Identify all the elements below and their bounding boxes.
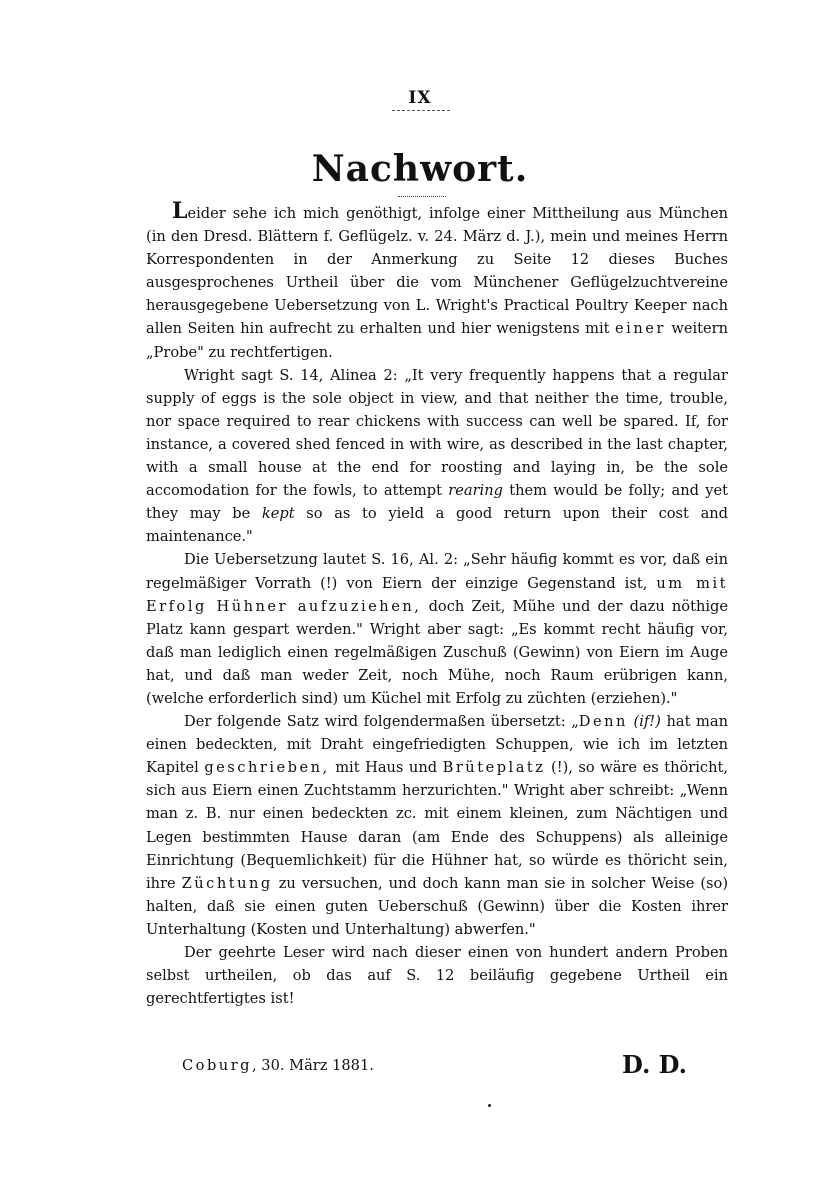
paragraph-2-text-a: Wright sagt S. 14, Alinea 2: „It very frequently happens that a regular supply of eggs is the sole object in view, and that neither the time, trouble, nor space required to rear chickens with success can well be spared. If, for instance, a covered shed fenced in with wire, as described in the last chapter, with a small house at the end for roosting and laying in, be the sole accomodation for the fowls, to attempt (146, 366, 728, 500)
paragraph-2-text-c: so as to yield a good return upon their cost and maintenance." (146, 505, 729, 546)
body-text (146, 198, 729, 1010)
paragraph-4-text-c: mit Haus und (335, 759, 438, 777)
paragraph-4-spaced-denn: Denn (578, 713, 628, 731)
paragraph-1-text: eider sehe ich mich genöthigt, infolge einer Mittheilung aus München (in den Dresd. Blättern f. Geflügelz. v. 24. März d. J.), mein und meines Herrn Korrespondenten in der Anmerkung zu Seite 12 dieses Buches ausgesprochenes Urtheil über die vom Münchener Geflügelzuchtvereine herausgegebene Uebersetzung von L. Wright's Practical Poultry Keeper nach allen Seiten hin aufrecht zu erhalten und hier wenigstens mit (146, 205, 728, 338)
paragraph-2-text-b: them would be folly; and yet they may be (146, 482, 728, 523)
paragraph-2 (146, 364, 728, 549)
paragraph-3-text-a: Die Uebersetzung lautet S. 16, Al. 2: „Sehr häufig kommt es vor, daß ein regelmäßiger Vorrath (!) von Eiern der einzige Gegenstand ist, (146, 551, 728, 592)
initial-letter: L (172, 198, 188, 224)
page-number: IX (408, 88, 432, 108)
paragraph-4-text-e: zu versuchen, und doch kann man sie in solcher Weise (so) halten, daß sie einen guten Ueberschuß (Gewinn) über die Kosten ihrer Unterhaltung (Kosten und Unterhaltung) abwerfen." (146, 874, 729, 938)
paragraph-5-text: Der geehrte Leser wird nach dieser einen von hundert andern Proben selbst urtheilen, ob das auf S. 12 beiläufig gegebene Urtheil ein gerechtfertigtes ist! (146, 944, 728, 1008)
paragraph-1 (146, 198, 729, 364)
paragraph-2-italic-rearing: rearing (448, 482, 503, 500)
page-number-rule (392, 110, 450, 111)
signature-place: Coburg (182, 1057, 253, 1074)
paragraph-2-italic-kept: kept (261, 505, 295, 523)
paragraph-1-spaced: einer (615, 320, 666, 338)
title-flourish (398, 196, 446, 197)
paragraph-4-spaced-geschrieben: geschrieben, (204, 759, 330, 777)
signature-initials: D. D. (622, 1050, 687, 1079)
paragraph-5 (146, 941, 728, 1010)
paragraph-4-italic-if: (if!) (633, 713, 661, 731)
paragraph-3 (146, 548, 728, 710)
stray-ink-dot (488, 1104, 491, 1107)
paragraph-1-end: weitern „Probe" zu rechtfertigen. (146, 320, 729, 361)
page-title: Nachwort. (311, 148, 529, 190)
paragraph-4-text-a: Der folgende Satz wird folgendermaßen übersetzt: „ (184, 713, 579, 731)
paragraph-3-text-b: doch Zeit, Mühe und der dazu nöthige Platz kann gespart werden." Wright aber sagt: „Es kommt recht häufig vor, daß man lediglich einen regelmäßigen Zuschuß (Gewinn) von Eiern im Auge hat, und daß man weder Zeit, noch Mühe, noch Raum erübrigen kann, (welche erforderlich sind) um Küchel mit Erfolg zu züchten (erziehen)." (146, 597, 729, 707)
paragraph-4-text-d: (!), so wäre es thöricht, sich aus Eiern einen Zuchtstamm herzurichten." Wright aber schreibt: „Wenn man z. B. nur einen bedeckten zc. mit einem kleinen, zum Nächtigen und Legen bestimmten Hause daran (am Ende des Schuppens) als alleinige Einrichtung (Bequemlichkeit) für die Hühner hat, so würde es thöricht sein, ihre (146, 759, 728, 892)
paragraph-3-spaced: um mit Erfolg Hühner aufzuziehen, (146, 574, 728, 615)
paragraph-4 (146, 710, 728, 941)
paragraph-4-spaced-bruteplatz: Brüteplatz (442, 759, 546, 777)
paragraph-4-text-b: hat man einen bedeckten, mit Draht eingefriedigten Schuppen, wie ich im letzten Kapitel (146, 713, 728, 777)
signature-date: , 30. März 1881. (252, 1057, 374, 1074)
paragraph-4-spaced-zuchtung: Züchtung (181, 874, 273, 892)
